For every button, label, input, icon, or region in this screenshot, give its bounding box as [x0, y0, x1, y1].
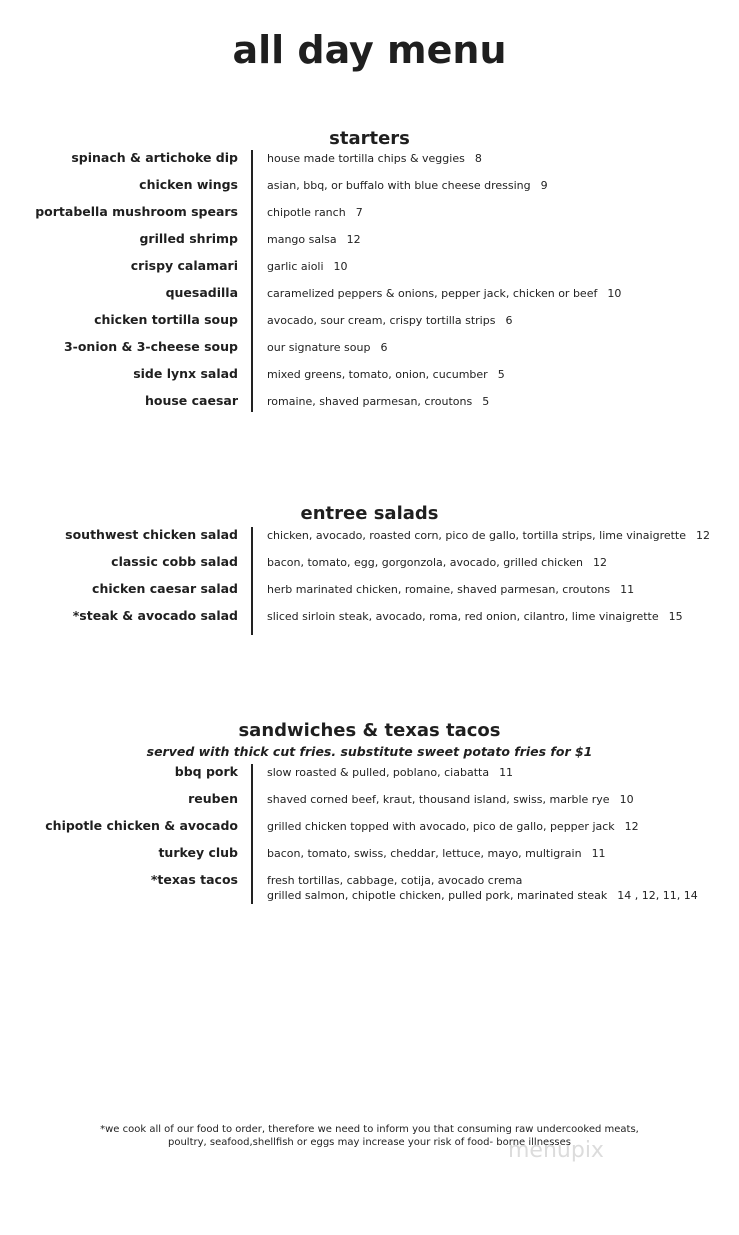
item-price: 14 , 12, 11, 14 — [617, 889, 698, 902]
menu-item — [0, 791, 739, 818]
item-description: herb marinated chicken, romaine, shaved parmesan, croutons 11 — [267, 583, 635, 596]
item-price: 12 — [624, 820, 639, 833]
item-name: grilled shrimp — [139, 231, 238, 246]
item-name: classic cobb salad — [111, 554, 238, 569]
menu-item — [0, 339, 739, 366]
item-name: spinach & artichoke dip — [71, 150, 238, 165]
item-name: turkey club — [158, 845, 238, 860]
page-title: all day menu — [232, 28, 507, 72]
item-description: chipotle ranch 7 — [267, 206, 363, 219]
item-price: 6 — [380, 341, 388, 354]
item-price: 11 — [499, 766, 514, 779]
tacos-desc-line1: fresh tortillas, cabbage, cotija, avocado crema — [267, 874, 523, 887]
item-name: chicken caesar salad — [92, 581, 238, 596]
item-description: avocado, sour cream, crispy tortilla strips 6 — [267, 314, 513, 327]
item-name: quesadilla — [165, 285, 238, 300]
menu-item — [0, 527, 739, 554]
item-description: bacon, tomato, swiss, cheddar, lettuce, mayo, multigrain 11 — [267, 847, 606, 860]
item-price: 10 — [619, 793, 634, 806]
menu-item — [0, 150, 739, 177]
item-description: chicken, avocado, roasted corn, pico de gallo, tortilla strips, lime vinaigrette 12 — [267, 529, 711, 542]
item-price: 6 — [505, 314, 513, 327]
starters-heading: starters — [329, 128, 410, 149]
menu-item — [0, 366, 739, 393]
menu-item — [0, 177, 739, 204]
menu-item — [0, 554, 739, 581]
item-description: sliced sirloin steak, avocado, roma, red onion, cilantro, lime vinaigrette 15 — [267, 610, 683, 623]
item-description: caramelized peppers & onions, pepper jack, chicken or beef 10 — [267, 287, 622, 300]
item-name: chicken wings — [139, 177, 238, 192]
menu-item — [0, 845, 739, 872]
item-price: 10 — [607, 287, 622, 300]
menu-item — [0, 581, 739, 608]
footnote-line1: *we cook all of our food to order, therefore we need to inform you that consuming raw undercooked meats, — [100, 1124, 639, 1135]
menu-item — [0, 204, 739, 231]
item-description: mixed greens, tomato, onion, cucumber 5 — [267, 368, 505, 381]
item-price: 12 — [592, 556, 607, 569]
item-name: bbq pork — [174, 764, 238, 779]
item-description: our signature soup 6 — [267, 341, 388, 354]
item-description: shaved corned beef, kraut, thousand island, swiss, marble rye 10 — [267, 793, 634, 806]
entree-salads-heading: entree salads — [300, 503, 439, 524]
item-price: 5 — [482, 395, 490, 408]
item-price: 5 — [497, 368, 505, 381]
sandwiches-heading: sandwiches & texas tacos — [238, 720, 501, 741]
item-name: *texas tacos — [150, 872, 238, 887]
item-name: house caesar — [144, 393, 238, 408]
item-description: asian, bbq, or buffalo with blue cheese dressing 9 — [267, 179, 548, 192]
item-name: crispy calamari — [130, 258, 238, 273]
watermark: menupix — [508, 1138, 604, 1163]
item-price: 8 — [474, 152, 482, 165]
sandwiches-note: served with thick cut fries. substitute sweet potato fries for $1 — [146, 744, 593, 759]
menu-item — [0, 285, 739, 312]
menu-item — [0, 231, 739, 258]
item-name: southwest chicken salad — [65, 527, 238, 542]
item-price: 7 — [355, 206, 363, 219]
item-price: 15 — [668, 610, 683, 623]
item-description: mango salsa 12 — [267, 233, 361, 246]
item-description — [267, 873, 698, 903]
item-price: 12 — [696, 529, 711, 542]
footnote — [0, 1123, 739, 1149]
item-name: *steak & avocado salad — [72, 608, 238, 623]
tacos-desc-line2: grilled salmon, chipotle chicken, pulled pork, marinated steak — [267, 889, 608, 902]
menu-item — [0, 393, 739, 420]
item-description: grilled chicken topped with avocado, pico de gallo, pepper jack 12 — [267, 820, 639, 833]
item-description: garlic aioli 10 — [267, 260, 348, 273]
item-price: 12 — [346, 233, 361, 246]
menu-item — [0, 258, 739, 285]
menu-item — [0, 312, 739, 339]
item-price: 11 — [591, 847, 606, 860]
item-price: 9 — [540, 179, 548, 192]
item-description: bacon, tomato, egg, gorgonzola, avocado, grilled chicken 12 — [267, 556, 607, 569]
item-name: 3-onion & 3-cheese soup — [63, 339, 238, 354]
menu-item-texas-tacos — [0, 872, 739, 908]
item-name: side lynx salad — [133, 366, 238, 381]
item-price: 10 — [333, 260, 348, 273]
item-description: slow roasted & pulled, poblano, ciabatta 11 — [267, 766, 514, 779]
item-name: chicken tortilla soup — [94, 312, 238, 327]
item-name: reuben — [188, 791, 238, 806]
item-price: 11 — [620, 583, 635, 596]
item-description: romaine, shaved parmesan, croutons 5 — [267, 395, 490, 408]
menu-item — [0, 818, 739, 845]
item-description: house made tortilla chips & veggies 8 — [267, 152, 482, 165]
footnote-line2: poultry, seafood,shellfish or eggs may increase your risk of food- borne illnesses — [167, 1137, 571, 1148]
item-name: chipotle chicken & avocado — [45, 818, 238, 833]
menu-item — [0, 608, 739, 635]
menu-item — [0, 764, 739, 791]
item-name: portabella mushroom spears — [35, 204, 238, 219]
